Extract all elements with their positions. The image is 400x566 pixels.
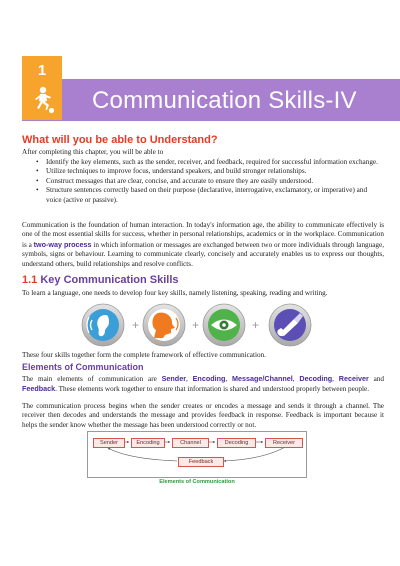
element-term: Message/Channel xyxy=(232,374,293,383)
flow-box-channel: Channel xyxy=(172,438,209,448)
objective-item: • Utilize techniques to improve focus, understand speakers, and build stronger relationships. xyxy=(22,167,382,176)
objectives-heading: What will you be able to Understand? xyxy=(22,134,218,146)
objectives-list xyxy=(22,158,382,205)
plus-icon: + xyxy=(132,318,140,332)
element-term: Feedback xyxy=(22,384,56,394)
element-term: Encoding xyxy=(192,374,226,383)
football-player-icon xyxy=(30,86,56,114)
communication-flow-diagram xyxy=(87,431,307,478)
section-heading xyxy=(22,274,179,286)
writing-hand-icon xyxy=(269,304,311,346)
section-number: 1.1 xyxy=(22,274,38,286)
objective-item: • Structure sentences correctly based on their purpose (declarative, interrogative, exclamatory, or imperative) and voice (active or passive). xyxy=(22,186,382,205)
chapter-number-tab xyxy=(22,56,62,120)
skills-illustration xyxy=(80,302,316,348)
plus-icon: + xyxy=(252,318,260,332)
element-term: Decoding xyxy=(299,374,333,383)
speaking-head-icon xyxy=(143,304,185,346)
element-term: Receiver xyxy=(338,374,369,383)
intro-text-part: Communication is the foundation of human interaction. In today's information age, the ability to communicate effectively is one of the most essential skills for success, whether in personal relationships, academics or in the workplace. Communication is a xyxy=(22,221,384,249)
section-title: Key Communication Skills xyxy=(40,274,179,286)
elements-paragraph-1: The main elements of communication are Sender, Encoding, Message/Channel, Decoding, Receiver and Feedback. These elements work together to ensure that information is shared and understood properly between people. xyxy=(22,374,384,394)
objectives-intro: After completing this chapter, you will be able to xyxy=(22,148,164,156)
element-term: Sender xyxy=(161,374,186,383)
objective-item: • Construct messages that are clear, concise, and accurate to ensure they are easily understood. xyxy=(22,177,382,186)
elements-text: . These elements work together to ensure that information is shared and understood properly between people. xyxy=(55,385,370,394)
plus-icon: + xyxy=(192,318,200,332)
elements-text: and xyxy=(368,375,384,383)
intro-text-part: in which information or messages are exchanged between two or more individuals through language, symbols, signs or behaviour. Learning to communicate clearly, concisely and accurately enables us to express our thoughts, understand others, build relationships and resolve conflicts. xyxy=(22,240,385,268)
intro-highlight: two-way process xyxy=(33,239,92,249)
flow-box-feedback: Feedback xyxy=(178,457,224,467)
flow-box-decoding: Decoding xyxy=(217,438,256,448)
skills-summary: These four skills together form the complete framework of effective communication. xyxy=(22,351,266,359)
flow-box-receiver: Receiver xyxy=(265,438,303,448)
section-body: To learn a language, one needs to develop four key skills, namely listening, speaking, reading and writing. xyxy=(22,289,328,297)
flow-box-encoding: Encoding xyxy=(131,438,165,448)
diagram-caption: Elements of Communication xyxy=(159,479,235,485)
ear-icon xyxy=(82,304,124,346)
objective-item: • Identify the key elements, such as the sender, receiver, and feedback, required for successful information exchange. xyxy=(22,158,382,167)
flow-box-sender: Sender xyxy=(93,438,125,448)
eye-icon xyxy=(203,304,245,346)
elements-text: The main elements of communication are xyxy=(22,375,162,383)
intro-paragraph xyxy=(22,221,384,269)
chapter-title: Communication Skills-IV xyxy=(92,87,357,114)
elements-paragraph-2: The communication process begins when the sender creates or encodes a message and sends it through a channel. The receiver then decodes and understands the message and provides feedback in response. Feedback is important because it helps the sender know whether the message has been understood correctly or not. xyxy=(22,402,384,429)
chapter-number: 1 xyxy=(37,62,47,79)
elements-heading: Elements of Communication xyxy=(22,362,144,372)
